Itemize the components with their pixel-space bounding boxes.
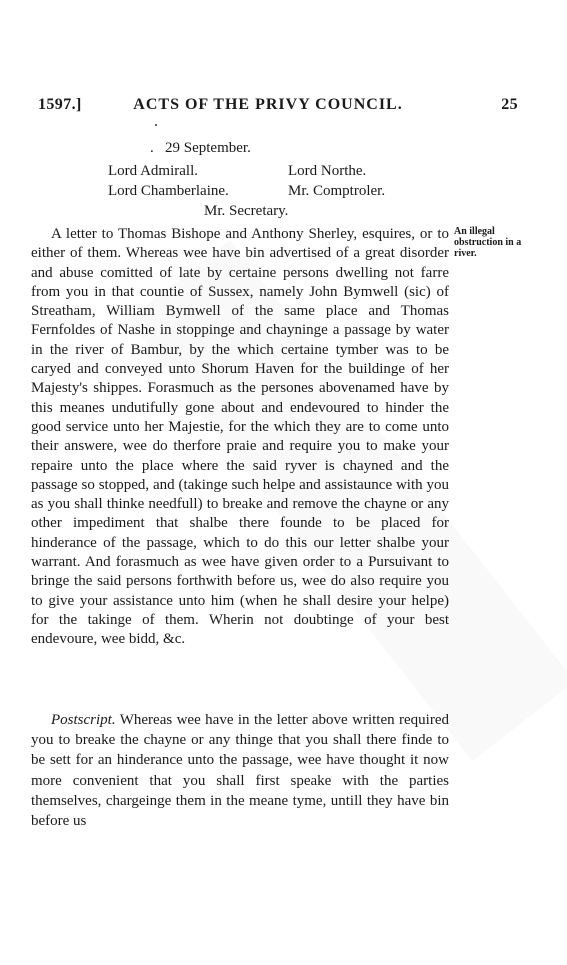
attendee: Lord Northe.	[288, 163, 367, 179]
page-number: 25	[501, 96, 518, 113]
attendee: Lord Admirall.	[108, 163, 198, 179]
header-year: 1597.]	[38, 96, 82, 113]
postscript-text: Whereas wee have in the letter above written required you to breake the chayne or any thinge that you shall there finde to be sett for an hinderance unto the passage, wee have thought it now more convenient that you shall first speake with the parties themselves, chargeinge them in the meane tyme, untill they have bin before us	[31, 712, 449, 830]
postscript-label: Postscript.	[51, 712, 116, 728]
attendee: Lord Chamberlaine.	[108, 183, 229, 199]
marginal-note: An illegal obstruction in a river.	[454, 226, 522, 259]
print-speck	[155, 124, 157, 126]
letter-body	[31, 225, 449, 650]
postscript	[31, 710, 449, 831]
entry-date: 29 September.	[165, 140, 251, 156]
attendee: Mr. Secretary.	[204, 203, 289, 219]
letter-paragraph: A letter to Thomas Bishope and Anthony Sherley, esquires, or to either of them. Whereas wee have bin advertised of a great disorder and abuse comitted of late by certaine persons dwelling not farre from you in that countie of Sussex, namely John Bymwell (sic) of Streatham, William Bymwell of the same place and Thomas Fernfoldes of Nashe in stoppinge and chayninge a passage by water in the river of Bambur, by the which certaine tymber was to be caryed and conveyed unto Shorum Haven for the buildinge of her Majesty's shippes. Forasmuch as the persones abovenamed have by this meanes undutifully gone about and endevoured to hinder the good service unto her Majestie, for the which they are to come unto their answere, wee do therfore praie and require you to make your repaire unto the place where the said ryver is chayned and the passage so stopped, and (takinge such helpe and assistaunce with you as you shall thinke needfull) to breake and remove the chayne or any other impediment that shalbe there founde to be placed for hinderance of the passage, which to do this our letter shalbe your warrant. And forasmuch as wee have given order to a Pursuivant to bringe the said persons forthwith before us, wee do also require you to give your assistance unto him (when he shall desire your helpe) for the takinge of them. Wherin not doubtinge of your best endevoure, wee bidd, &c.	[31, 226, 449, 648]
running-title: ACTS OF THE PRIVY COUNCIL.	[133, 96, 403, 113]
attendee: Mr. Comptroler.	[288, 183, 386, 199]
date-mark: .	[150, 140, 154, 156]
